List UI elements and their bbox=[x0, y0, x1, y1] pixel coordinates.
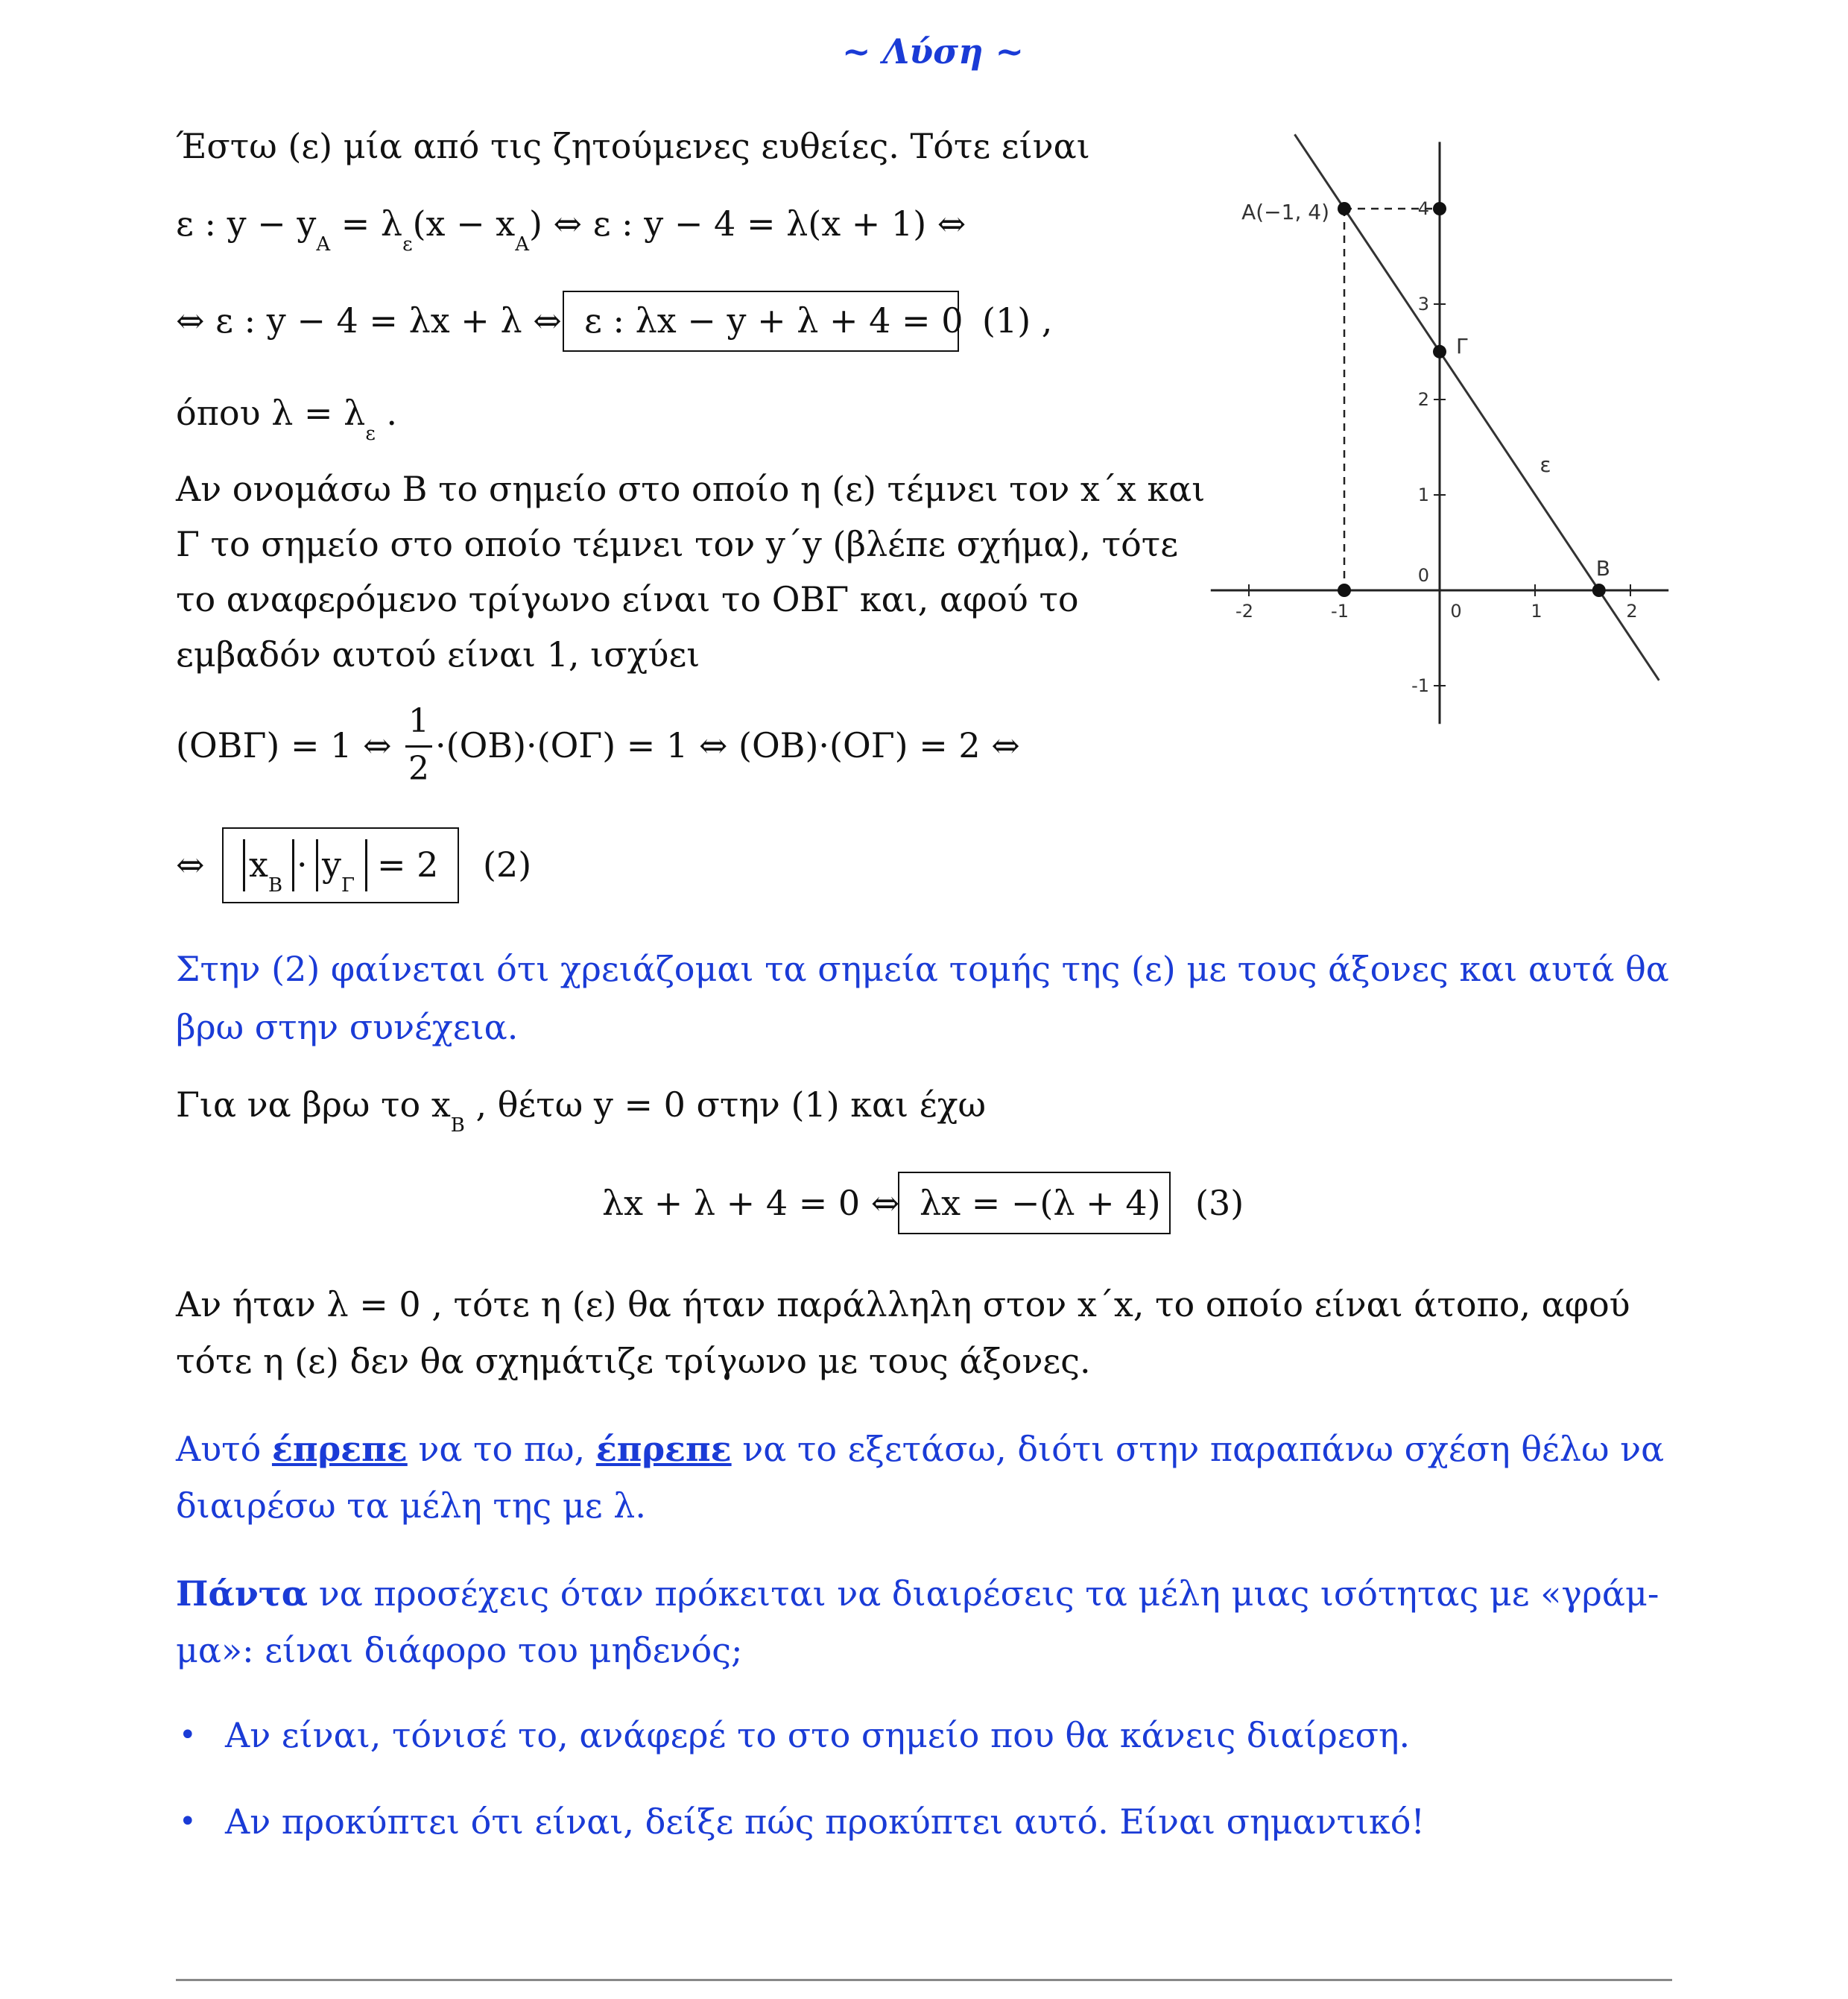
equation-tag-2: (2) bbox=[483, 844, 532, 885]
y-tick-label: 1 bbox=[1417, 484, 1429, 505]
x-tick-label: -1 bbox=[1331, 601, 1349, 622]
abs-bar bbox=[365, 839, 367, 891]
fraction-denominator: 2 bbox=[408, 750, 429, 788]
equation-5-right: = 2 bbox=[377, 844, 439, 885]
abs-bar bbox=[292, 839, 294, 891]
bullet-icon: • bbox=[179, 1804, 197, 1839]
x-tick-label: 2 bbox=[1626, 601, 1638, 622]
comment-line: διαιρέσω τα μέλη της με λ. bbox=[176, 1485, 646, 1526]
x-tick-label: 0 bbox=[1450, 601, 1462, 622]
boxed-equation-3-text: λx = −(λ + 4) bbox=[920, 1183, 1161, 1223]
text-line: Έστω (ε) μία από τις ζητούμενες ευθείες. Τότε είναι bbox=[176, 126, 1090, 166]
figure-group bbox=[1211, 134, 1668, 724]
text-line: Γ το σημείο στο οποίο τέμνει τον y΄y (βλέπε σχήμα), τότε bbox=[176, 524, 1179, 564]
equation-4-left: (ΟΒΓ) = 1 ⇔ bbox=[176, 725, 392, 765]
x-tick-label: -2 bbox=[1235, 601, 1253, 622]
abs-bar bbox=[243, 839, 245, 891]
equation-1: ε : $y - y_A = \lambda_\varepsilon(x - x_A)$ ⇔ ε : y − 4 = λ(x + 1) ⇔ bbox=[176, 203, 966, 256]
text-line: Για να βρω το $x_B$ , θέτω y = 0 στην (1) και έχω bbox=[176, 1084, 986, 1137]
multiplication-dot: · bbox=[297, 844, 308, 885]
abs-bar bbox=[316, 839, 318, 891]
point-Gamma-label: Γ bbox=[1456, 333, 1468, 359]
abs-y: $y_\Gamma$ bbox=[322, 844, 355, 897]
equation-6-left: λx + λ + 4 = 0 ⇔ bbox=[602, 1183, 900, 1223]
line-epsilon bbox=[1294, 134, 1659, 680]
origin-label: 0 bbox=[1417, 565, 1429, 586]
equation-4-right: ·(ΟΒ)·(ΟΓ) = 1 ⇔ (ΟΒ)·(ΟΓ) = 2 ⇔ bbox=[435, 725, 1020, 765]
point-x-1 bbox=[1338, 584, 1351, 597]
bullet-item: Αν είναι, τόνισέ το, ανάφερέ το στο σημείο που θα κάνεις διαίρεση. bbox=[225, 1715, 1411, 1755]
equation-2-left: ⇔ ε : y − 4 = λx + λ ⇔ bbox=[176, 300, 562, 341]
y-tick-label: 4 bbox=[1417, 198, 1429, 219]
fraction-numerator: 1 bbox=[408, 702, 429, 740]
point-A bbox=[1338, 202, 1351, 215]
comment-line: μα»: είναι διάφορο του μηδενός; bbox=[176, 1630, 743, 1670]
comment-line: Αυτό έπρεπε να το πω, έπρεπε να το εξετάσω, διότι στην παραπάνω σχέση θέλω να bbox=[176, 1429, 1665, 1469]
abs-x: $x_B$ bbox=[249, 844, 283, 897]
page-title: ~ Λύση ~ bbox=[842, 31, 1025, 72]
x-tick-label: 1 bbox=[1531, 601, 1542, 622]
boxed-equation-1-text: ε : λx − y + λ + 4 = 0 bbox=[584, 300, 963, 341]
y-tick-label: 3 bbox=[1417, 294, 1429, 315]
comment-line: βρω στην συνέχεια. bbox=[176, 1007, 519, 1047]
point-A-label: A(−1, 4) bbox=[1241, 200, 1329, 224]
comment-line: Στην (2) φαίνεται ότι χρειάζομαι τα σημεία τομής της (ε) με τους άξονες και αυτά θα bbox=[176, 949, 1669, 989]
point-B bbox=[1592, 584, 1606, 597]
point-y4 bbox=[1433, 202, 1446, 215]
y-tick-label: 2 bbox=[1417, 389, 1429, 410]
bullet-icon: • bbox=[179, 1718, 197, 1752]
point-Gamma bbox=[1433, 345, 1446, 359]
coordinate-figure bbox=[1192, 127, 1684, 753]
equation-tag-3: (3) bbox=[1195, 1183, 1244, 1223]
bullet-item: Αν προκύπτει ότι είναι, δείξε πώς προκύπτει αυτό. Είναι σημαντικό! bbox=[225, 1801, 1425, 1842]
text-line: Αν ονομάσω Β το σημείο στο οποίο η (ε) τέμνει τον x΄x και bbox=[176, 469, 1206, 509]
equation-5-left: ⇔ bbox=[176, 844, 205, 885]
text-line: εμβαδόν αυτού είναι 1, ισχύει bbox=[176, 634, 700, 675]
fraction-bar bbox=[405, 745, 432, 748]
text-line: το αναφερόμενο τρίγωνο είναι το ΟΒΓ και, αφού το bbox=[176, 579, 1079, 619]
text-line: τότε η (ε) δεν θα σχημάτιζε τρίγωνο με τους άξονες. bbox=[176, 1341, 1091, 1381]
equation-tag-1: (1) , bbox=[982, 300, 1053, 341]
text-line: Αν ήταν λ = 0 , τότε η (ε) θα ήταν παράλληλη στον x΄x, το οποίο είναι άτοπο, αφού bbox=[176, 1284, 1630, 1324]
footer-rule bbox=[176, 1979, 1672, 1981]
point-B-label: B bbox=[1595, 556, 1610, 581]
equation-3: όπου $\lambda = \lambda_\varepsilon$ . bbox=[176, 393, 398, 445]
comment-line: Πάντα να προσέχεις όταν πρόκειται να διαιρέσεις τα μέλη μιας ισότητας με «γράμ- bbox=[176, 1573, 1659, 1614]
line-epsilon-label: ε bbox=[1540, 452, 1551, 478]
y-tick-label: -1 bbox=[1411, 675, 1429, 696]
